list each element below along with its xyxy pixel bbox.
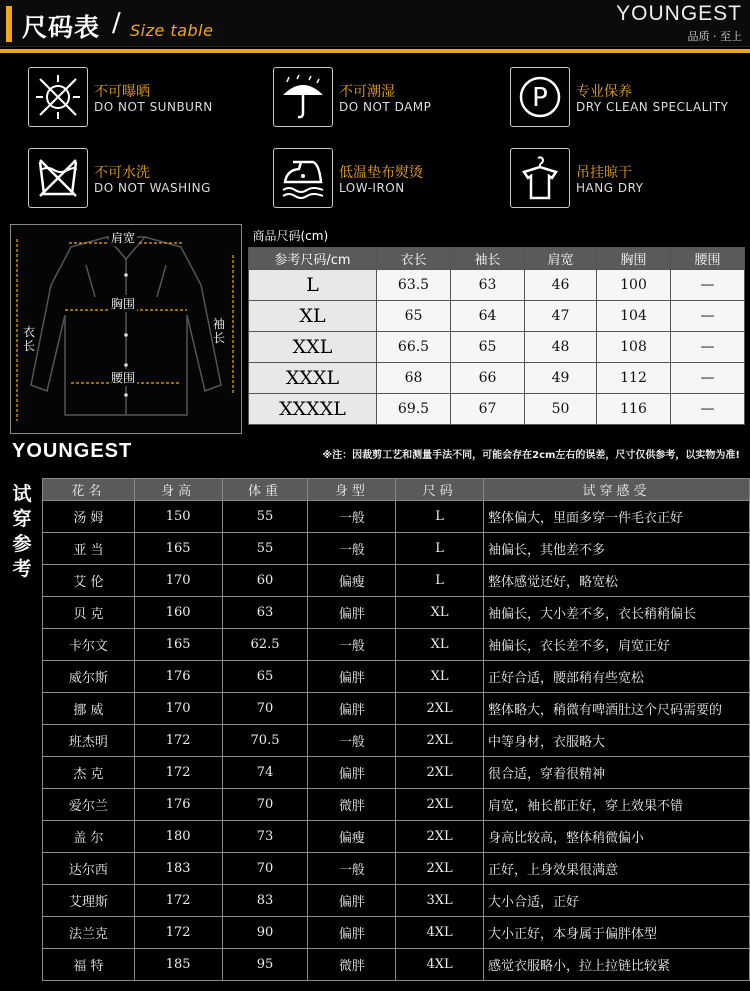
body-type-cell: 微胖: [308, 789, 396, 821]
size-cell: L: [396, 501, 484, 533]
care-en: DRY CLEAN SPECLALITY: [576, 100, 729, 114]
table-row: [43, 565, 750, 597]
weight-cell: 70: [222, 853, 308, 885]
feedback-cell: 袖偏长，其他差不多: [484, 533, 750, 565]
table-row: [43, 821, 750, 853]
header-divider: [0, 49, 750, 53]
brand-name-secondary: YOUNGEST: [12, 440, 133, 462]
height-cell: 160: [134, 597, 222, 629]
table-cell: 64: [451, 300, 525, 331]
name-cell: 艾理斯: [43, 885, 135, 917]
body-type-cell: 一般: [308, 501, 396, 533]
size-table-header: [249, 247, 745, 269]
size-cell: XL: [396, 629, 484, 661]
table-cell: —: [671, 269, 745, 300]
table-cell: 66: [451, 362, 525, 393]
table-row: [249, 300, 745, 331]
name-cell: 法兰克: [43, 917, 135, 949]
size-cell: 2XL: [396, 821, 484, 853]
header-cell: 袖长: [451, 247, 525, 269]
feedback-cell: 很合适，穿着很精神: [484, 757, 750, 789]
size-cell: XL: [396, 661, 484, 693]
height-cell: 165: [134, 629, 222, 661]
feedback-cell: 袖偏长，大小差不多，衣长稍稍偏长: [484, 597, 750, 629]
table-row: [43, 597, 750, 629]
size-table-caption: 商品尺码(cm): [252, 229, 329, 244]
table-cell: —: [671, 300, 745, 331]
fitting-table-header: [43, 479, 750, 501]
table-cell: —: [671, 362, 745, 393]
fit-label-char: 穿: [12, 508, 32, 530]
size-cell: XXXXL: [249, 393, 377, 424]
weight-cell: 73: [222, 821, 308, 853]
no-washing-icon: [28, 148, 88, 208]
feedback-cell: 大小合适，正好: [484, 885, 750, 917]
table-cell: 65: [377, 300, 451, 331]
size-cell: L: [396, 533, 484, 565]
size-cell: 2XL: [396, 725, 484, 757]
height-cell: 176: [134, 789, 222, 821]
table-row: [43, 757, 750, 789]
weight-cell: 70: [222, 789, 308, 821]
table-cell: 69.5: [377, 393, 451, 424]
care-item-low-iron: [273, 148, 513, 212]
body-type-cell: 偏胖: [308, 597, 396, 629]
feedback-cell: 袖偏长，衣长差不多，肩宽正好: [484, 629, 750, 661]
height-cell: 165: [134, 533, 222, 565]
size-cell: 2XL: [396, 757, 484, 789]
name-cell: 威尔斯: [43, 661, 135, 693]
care-en: DO NOT DAMP: [339, 100, 432, 114]
feedback-cell: 中等身材，衣服略大: [484, 725, 750, 757]
header-cell: 衣长: [377, 247, 451, 269]
table-cell: 108: [597, 331, 671, 362]
size-cell: L: [249, 269, 377, 300]
size-cell: 2XL: [396, 853, 484, 885]
body-type-cell: 微胖: [308, 949, 396, 981]
page-title: 尺码表: [22, 13, 101, 42]
care-cn: 不可曝晒: [94, 84, 150, 100]
body-type-cell: 偏瘦: [308, 821, 396, 853]
umbrella-icon: [273, 67, 333, 127]
header-accent-bar: [6, 6, 12, 42]
fit-label-char: 考: [12, 558, 32, 580]
table-row: [249, 362, 745, 393]
table-row: [249, 269, 745, 300]
size-cell: 4XL: [396, 917, 484, 949]
table-row: [43, 949, 750, 981]
size-cell: XXL: [249, 331, 377, 362]
feedback-cell: 肩宽，袖长都正好，穿上效果不错: [484, 789, 750, 821]
size-cell: XL: [249, 300, 377, 331]
care-en: DO NOT WASHING: [94, 181, 211, 195]
brand-tagline: 品质 · 至上: [687, 30, 742, 43]
table-cell: 66.5: [377, 331, 451, 362]
table-row: [249, 331, 745, 362]
table-cell: 104: [597, 300, 671, 331]
body-type-cell: 偏胖: [308, 693, 396, 725]
table-row: [43, 917, 750, 949]
header-cell: 尺码: [396, 479, 484, 501]
length-label: 衣长: [23, 325, 36, 353]
table-cell: 116: [597, 393, 671, 424]
table-row: [43, 661, 750, 693]
table-row: [43, 693, 750, 725]
page-header: [0, 0, 750, 47]
weight-cell: 70: [222, 693, 308, 725]
body-type-cell: 一般: [308, 629, 396, 661]
height-cell: 172: [134, 917, 222, 949]
shoulder-label: 肩宽: [111, 231, 136, 245]
header-cell: 参考尺码/cm: [249, 247, 377, 269]
height-cell: 172: [134, 725, 222, 757]
height-cell: 176: [134, 661, 222, 693]
low-iron-icon: [273, 148, 333, 208]
page-subtitle: Size table: [130, 21, 214, 40]
feedback-cell: 整体偏大，里面多穿一件毛衣正好: [484, 501, 750, 533]
shirt-outline-icon: [11, 225, 241, 433]
table-cell: 50: [525, 393, 597, 424]
size-cell: 2XL: [396, 693, 484, 725]
height-cell: 185: [134, 949, 222, 981]
table-cell: —: [671, 331, 745, 362]
name-cell: 爱尔兰: [43, 789, 135, 821]
name-cell: 盖 尔: [43, 821, 135, 853]
table-cell: 65: [451, 331, 525, 362]
table-cell: 46: [525, 269, 597, 300]
body-type-cell: 一般: [308, 853, 396, 885]
header-cell: 腰围: [671, 247, 745, 269]
header-cell: 身型: [308, 479, 396, 501]
care-cn: 专业保养: [576, 84, 632, 100]
height-cell: 172: [134, 885, 222, 917]
body-type-cell: 偏胖: [308, 885, 396, 917]
table-row: [43, 533, 750, 565]
shirt-measurement-diagram: [10, 224, 242, 434]
brand-name: YOUNGEST: [616, 2, 742, 25]
name-cell: 福 特: [43, 949, 135, 981]
name-cell: 汤 姆: [43, 501, 135, 533]
name-cell: 达尔西: [43, 853, 135, 885]
size-cell: 4XL: [396, 949, 484, 981]
size-cell: 3XL: [396, 885, 484, 917]
height-cell: 183: [134, 853, 222, 885]
table-row: [43, 789, 750, 821]
table-row: [43, 853, 750, 885]
body-type-cell: 一般: [308, 533, 396, 565]
header-cell: 身高: [134, 479, 222, 501]
height-cell: 172: [134, 757, 222, 789]
body-type-cell: 偏胖: [308, 917, 396, 949]
weight-cell: 70.5: [222, 725, 308, 757]
header-cell: 花名: [43, 479, 135, 501]
size-cell: L: [396, 565, 484, 597]
header-cell: 体重: [222, 479, 308, 501]
care-cn: 吊挂晾干: [576, 165, 632, 181]
weight-cell: 60: [222, 565, 308, 597]
care-en: LOW-IRON: [339, 181, 405, 195]
care-cn: 低温垫布熨烫: [339, 165, 423, 181]
table-row: [249, 393, 745, 424]
table-cell: 68: [377, 362, 451, 393]
header-cell: 试穿感受: [484, 479, 750, 501]
feedback-cell: 正好合适，腰部稍有些宽松: [484, 661, 750, 693]
weight-cell: 55: [222, 533, 308, 565]
dry-clean-icon: [510, 67, 570, 127]
table-cell: —: [671, 393, 745, 424]
weight-cell: 74: [222, 757, 308, 789]
care-item-hang-dry: [510, 148, 750, 212]
table-cell: 48: [525, 331, 597, 362]
feedback-cell: 整体略大，稍微有啤酒肚这个尺码需要的: [484, 693, 750, 725]
weight-cell: 55: [222, 501, 308, 533]
care-item-no-damp: [273, 67, 513, 131]
height-cell: 150: [134, 501, 222, 533]
height-cell: 170: [134, 565, 222, 597]
size-table-caption-row: [249, 225, 745, 247]
table-cell: 112: [597, 362, 671, 393]
weight-cell: 63: [222, 597, 308, 629]
care-en: HANG DRY: [576, 181, 644, 195]
hang-dry-icon: [510, 148, 570, 208]
body-type-cell: 偏胖: [308, 757, 396, 789]
feedback-cell: 大小正好，本身属于偏胖体型: [484, 917, 750, 949]
sleeve-label: 袖长: [213, 317, 226, 345]
name-cell: 杰 克: [43, 757, 135, 789]
header-cell: 肩宽: [525, 247, 597, 269]
svg-text:P: P: [532, 83, 548, 113]
title-slash: /: [112, 8, 121, 38]
measurement-note: ※注：因裁剪工艺和测量手法不同，可能会存在2cm左右的误差，尺寸仅供参考，以实物为准!: [322, 450, 740, 461]
name-cell: 挪 威: [43, 693, 135, 725]
table-cell: 63: [451, 269, 525, 300]
size-cell: XXXL: [249, 362, 377, 393]
waist-label: 腰围: [111, 371, 136, 385]
body-type-cell: 偏胖: [308, 661, 396, 693]
care-item-no-sunburn: [28, 67, 268, 131]
height-cell: 180: [134, 821, 222, 853]
table-cell: 67: [451, 393, 525, 424]
fit-label-char: 试: [12, 483, 32, 505]
table-cell: 100: [597, 269, 671, 300]
fitting-table: [42, 478, 750, 981]
care-en: DO NOT SUNBURN: [94, 100, 213, 114]
weight-cell: 83: [222, 885, 308, 917]
table-row: [43, 725, 750, 757]
name-cell: 亚 当: [43, 533, 135, 565]
care-item-no-washing: [28, 148, 268, 212]
care-cn: 不可潮湿: [339, 84, 395, 100]
name-cell: 卡尔文: [43, 629, 135, 661]
weight-cell: 90: [222, 917, 308, 949]
feedback-cell: 正好，上身效果很满意: [484, 853, 750, 885]
feedback-cell: 整体感觉还好，略宽松: [484, 565, 750, 597]
fitting-reference-label: [8, 482, 36, 582]
name-cell: 班杰明: [43, 725, 135, 757]
care-item-dry-clean: [510, 67, 750, 131]
fit-label-char: 参: [12, 533, 32, 555]
table-cell: 47: [525, 300, 597, 331]
name-cell: 贝 克: [43, 597, 135, 629]
feedback-cell: 感觉衣服略小，拉上拉链比较紧: [484, 949, 750, 981]
table-cell: 49: [525, 362, 597, 393]
table-row: [43, 501, 750, 533]
name-cell: 艾 伦: [43, 565, 135, 597]
table-cell: 63.5: [377, 269, 451, 300]
size-table: [248, 225, 745, 425]
no-sunburn-icon: [28, 67, 88, 127]
body-type-cell: 一般: [308, 725, 396, 757]
body-type-cell: 偏瘦: [308, 565, 396, 597]
size-cell: XL: [396, 597, 484, 629]
table-row: [43, 629, 750, 661]
header-cell: 胸围: [597, 247, 671, 269]
weight-cell: 62.5: [222, 629, 308, 661]
chest-label: 胸围: [111, 297, 136, 311]
height-cell: 170: [134, 693, 222, 725]
weight-cell: 95: [222, 949, 308, 981]
feedback-cell: 身高比较高，整体稍微偏小: [484, 821, 750, 853]
care-cn: 不可水洗: [94, 165, 150, 181]
size-cell: 2XL: [396, 789, 484, 821]
table-row: [43, 885, 750, 917]
weight-cell: 65: [222, 661, 308, 693]
